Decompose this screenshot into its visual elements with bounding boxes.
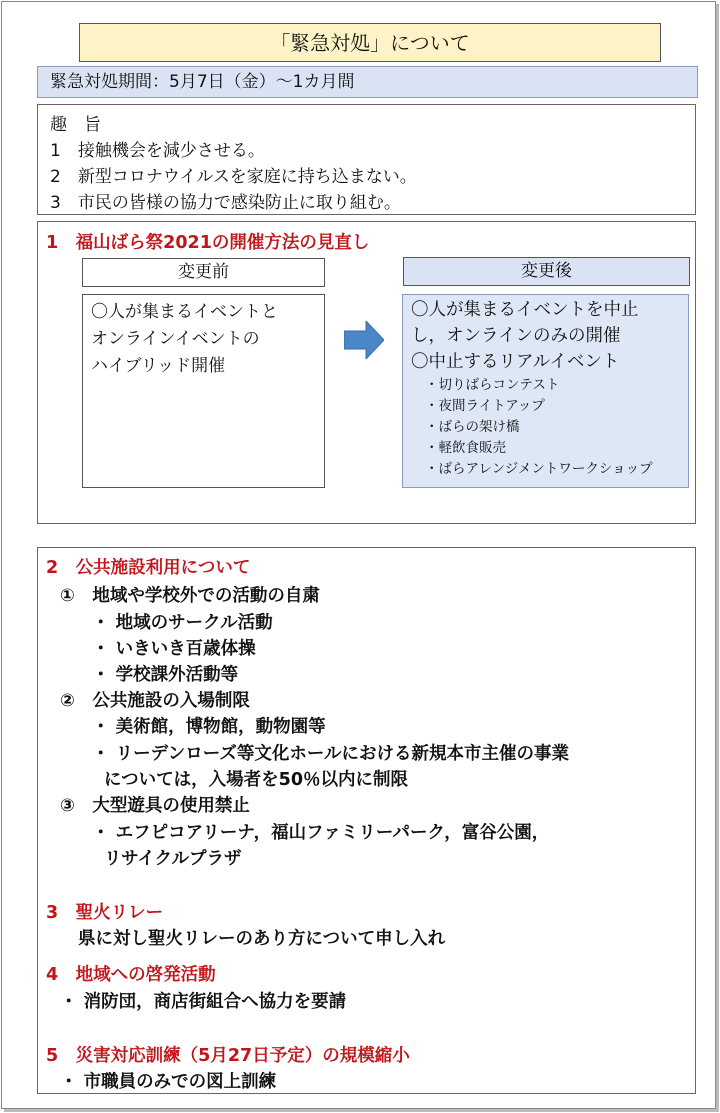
purpose-item: 3 市民の皆様の協力で感染防止に取り組む。 <box>50 193 401 213</box>
page-title: 「緊急対処」について <box>79 23 661 62</box>
purpose-heading: 趣 旨 <box>50 115 101 135</box>
cancelled-event: ・軽飲食販売 <box>425 440 506 456</box>
section3-heading: 3 聖火リレー <box>46 903 164 923</box>
purpose-item: 2 新型コロナウイルスを家庭に持ち込まない。 <box>50 167 417 187</box>
cancelled-event: ・ばらの架け橋 <box>425 419 520 435</box>
after-line: 〇人が集まるイベントを中止 <box>411 300 639 320</box>
list-item: ・ エフピコアリーナ，福山ファミリーパーク，富谷公園， <box>92 823 550 843</box>
purpose-box <box>37 104 696 215</box>
cancelled-event: ・ばらアレンジメントワークショップ <box>425 461 653 477</box>
sub-heading: ③ 大型遊具の使用禁止 <box>60 796 250 816</box>
section5-body: ・ 市職員のみでの図上訓練 <box>60 1072 277 1092</box>
emergency-period: 緊急対処期間：5月7日（金）～1カ月間 <box>37 66 698 98</box>
before-line: オンラインイベントの <box>91 329 260 349</box>
after-label: 変更後 <box>403 257 690 286</box>
sub-heading: ② 公共施設の入場制限 <box>60 691 250 711</box>
section1-heading: 1 福山ばら祭2021の開催方法の見直し <box>46 233 370 253</box>
list-item: ・ リーデンローズ等文化ホールにおける新規本市主催の事業 <box>92 744 570 764</box>
section2-heading: 2 公共施設利用について <box>46 558 251 578</box>
after-box <box>402 294 689 488</box>
section4-heading: 4 地域への啓発活動 <box>46 965 216 985</box>
before-line: 〇人が集まるイベントと <box>91 302 278 322</box>
list-item: ・ 地域のサークル活動 <box>92 613 273 633</box>
cancelled-event: ・切りばらコンテスト <box>425 377 560 393</box>
section4-body: ・ 消防団，商店街組合へ協力を要請 <box>60 992 347 1012</box>
after-line: 〇中止するリアルイベント <box>411 352 620 372</box>
before-box <box>82 294 325 488</box>
purpose-item: 1 接触機会を減少させる。 <box>50 141 265 161</box>
list-item-continued: については，入場者を50％以内に制限 <box>104 770 409 790</box>
list-item: ・ 学校課外活動等 <box>92 665 239 685</box>
cancelled-event: ・夜間ライトアップ <box>425 398 545 414</box>
before-line: ハイブリッド開催 <box>91 356 226 376</box>
list-item: ・ いきいき百歳体操 <box>92 639 256 659</box>
section3-body: 県に対し聖火リレーのあり方について申し入れ <box>78 929 446 949</box>
list-item-continued: リサイクルプラザ <box>104 849 242 869</box>
after-line: し，オンラインのみの開催 <box>411 326 621 346</box>
before-label: 変更前 <box>82 258 325 287</box>
section5-heading: 5 災害対応訓練（5月27日予定）の規模縮小 <box>46 1046 410 1066</box>
list-item: ・ 美術館，博物館，動物園等 <box>92 717 326 737</box>
sub-heading: ① 地域や学校外での活動の自粛 <box>60 586 320 606</box>
right-arrow-icon <box>344 321 384 359</box>
